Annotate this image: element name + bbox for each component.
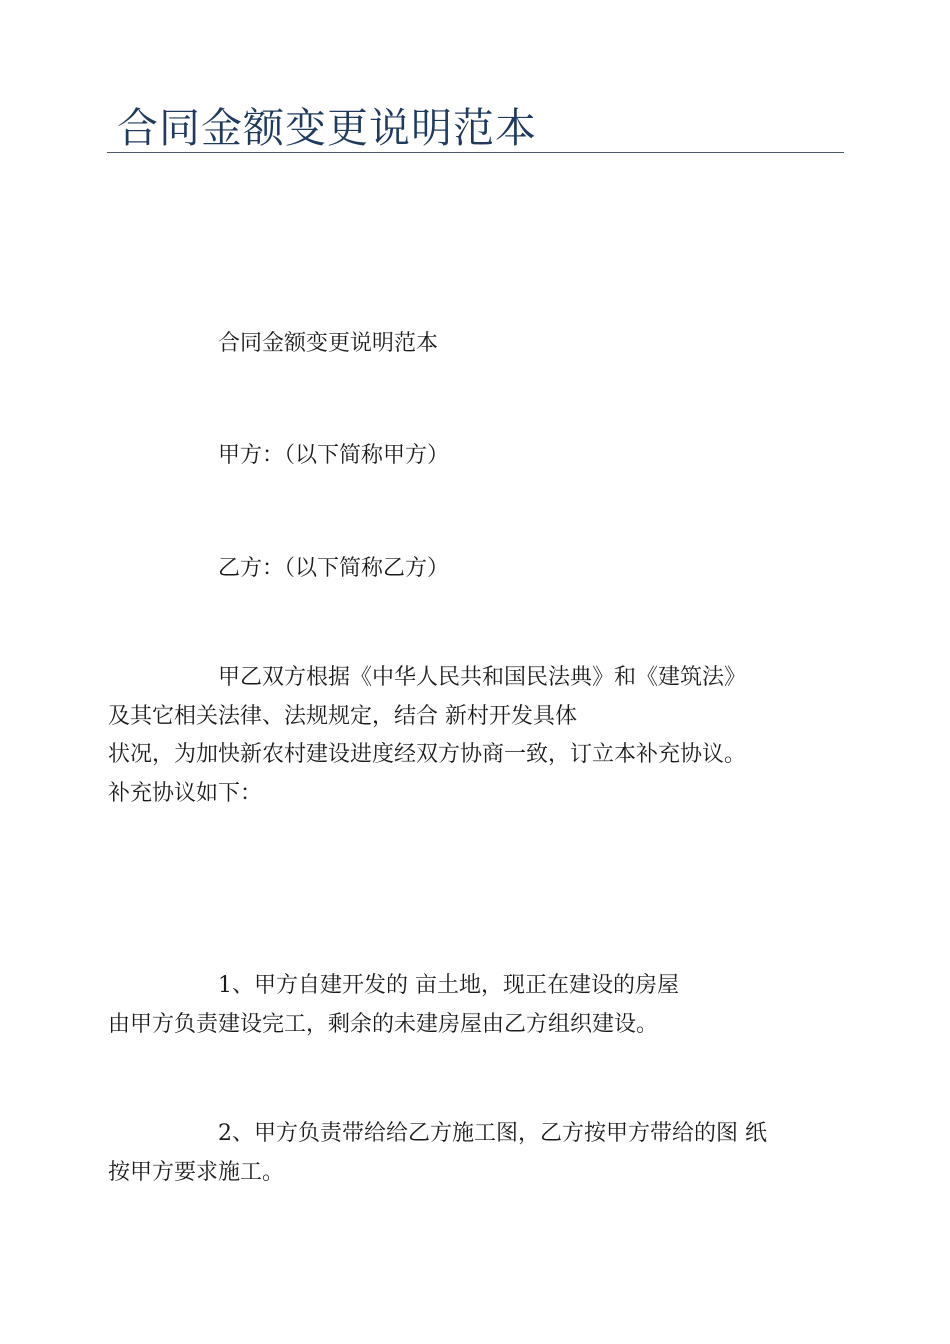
intro-line-4: 补充协议如下： [108, 781, 263, 806]
clause-2-line-1: 2、甲方负责带给给乙方施工图，乙方按甲方带给的图 纸 [218, 1121, 767, 1146]
intro-line-3: 状况，为加快新农村建设进度经双方协商一致，订立本补充协议。 [108, 742, 747, 767]
party-a-line: 甲方：（以下简称甲方） [218, 443, 450, 468]
clause-1-line-2: 由甲方负责建设完工，剩余的未建房屋由乙方组织建设。 [108, 1012, 659, 1037]
party-b-line: 乙方：（以下简称乙方） [218, 556, 450, 581]
document-title: 合同金额变更说明范本 [218, 331, 439, 356]
page-title: 合同金额变更说明范本 [117, 104, 537, 152]
clause-1-line-1: 1、甲方自建开发的 亩土地，现正在建设的房屋 [218, 973, 679, 998]
intro-line-2: 及其它相关法律、法规规定，结合 新村开发具体 [108, 704, 577, 729]
page-header [107, 100, 844, 153]
intro-line-1: 甲乙双方根据《中华人民共和国民法典》和《建筑法》 [218, 665, 747, 690]
clause-2-line-2: 按甲方要求施工。 [108, 1160, 285, 1185]
